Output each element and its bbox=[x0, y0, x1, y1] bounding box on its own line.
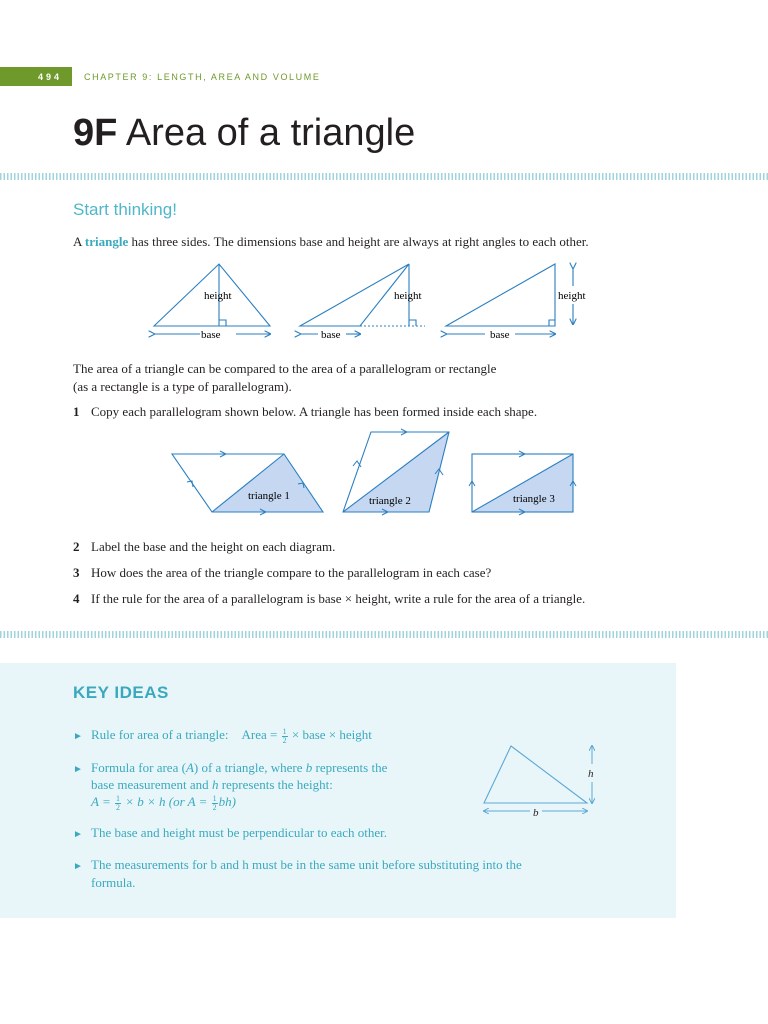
key-idea-perpendicular bbox=[73, 824, 387, 843]
section-name: Area of a triangle bbox=[125, 112, 416, 154]
question-3 bbox=[73, 564, 491, 582]
formula-var-h: h bbox=[211, 777, 219, 792]
question-1 bbox=[73, 403, 537, 421]
intro-text-end: has three sides. The dimensions base and height are always at right angles to each other. bbox=[128, 234, 589, 249]
question-4 bbox=[73, 590, 585, 608]
fraction-denominator: 2 bbox=[115, 802, 120, 812]
question-text: How does the area of the triangle compare to the parallelogram in each case? bbox=[91, 565, 492, 580]
dotted-divider bbox=[0, 173, 768, 180]
formula-text: bh) bbox=[218, 794, 237, 809]
right-triangle bbox=[446, 264, 573, 334]
question-number: 4 bbox=[73, 591, 80, 606]
fraction-half bbox=[212, 795, 218, 812]
formula-var-b: b bbox=[305, 760, 313, 775]
label-base-2: base bbox=[321, 329, 341, 341]
chapter-heading: CHAPTER 9: LENGTH, AREA AND VOLUME bbox=[84, 72, 321, 82]
fraction-numerator: 1 bbox=[115, 793, 120, 803]
question-text: Copy each parallelogram shown below. A triangle has been formed inside each shape. bbox=[91, 404, 538, 419]
rule-lhs: Area = bbox=[241, 727, 281, 742]
rule-label: Rule for area of a triangle: bbox=[91, 727, 229, 742]
label-base-3: base bbox=[490, 329, 510, 341]
formula-text: represents the height: bbox=[218, 777, 333, 792]
triangle-3-label: triangle 3 bbox=[513, 493, 555, 505]
key-idea-text: The base and height must be perpendicular to each other. bbox=[91, 825, 388, 840]
fraction-denominator: 2 bbox=[282, 735, 287, 745]
base-height-diagrams bbox=[140, 258, 610, 344]
label-height-2: height bbox=[394, 290, 422, 302]
section-title bbox=[73, 112, 415, 155]
page-number: 494 bbox=[38, 72, 63, 82]
term-triangle: triangle bbox=[84, 234, 129, 249]
rule-rhs: × base × height bbox=[288, 727, 372, 742]
triangle-1-label: triangle 1 bbox=[248, 490, 290, 502]
key-idea-text: The measurements for b and h must be in the same unit before substituting into the bbox=[91, 857, 522, 872]
fraction-half bbox=[282, 728, 288, 745]
section-code: 9F bbox=[73, 112, 118, 154]
formula-text: A = bbox=[91, 794, 114, 809]
formula-text: base measurement and bbox=[91, 777, 212, 792]
key-ideas-triangle-diagram bbox=[478, 740, 608, 822]
label-height-1: height bbox=[204, 290, 232, 302]
formula-var-a: A bbox=[185, 760, 194, 775]
key-idea-formula-line3 bbox=[91, 793, 236, 812]
label-height-3: height bbox=[558, 290, 586, 302]
compare-line-2: (as a rectangle is a type of parallelogram). bbox=[73, 379, 292, 394]
formula-text: ) of a triangle, where bbox=[193, 760, 306, 775]
question-number: 3 bbox=[73, 565, 80, 580]
triangle-2-label: triangle 2 bbox=[369, 495, 411, 507]
key-ideas-heading: KEY IDEAS bbox=[73, 683, 169, 702]
parallelogram-1 bbox=[172, 451, 323, 515]
key-idea-formula-line2 bbox=[91, 776, 333, 793]
key-idea-rule bbox=[73, 726, 372, 745]
dotted-divider bbox=[0, 631, 768, 638]
fraction-numerator: 1 bbox=[212, 793, 217, 803]
key-triangle bbox=[484, 746, 587, 803]
formula-text: × b × h (or A = bbox=[121, 794, 211, 809]
question-2 bbox=[73, 538, 335, 556]
question-number: 1 bbox=[73, 404, 80, 419]
key-idea-units-line2: formula. bbox=[91, 875, 136, 890]
formula-text: represents the bbox=[312, 760, 388, 775]
formula-text: Formula for area ( bbox=[91, 760, 186, 775]
question-text: Label the base and the height on each diagram. bbox=[91, 539, 336, 554]
fraction-half bbox=[115, 795, 121, 812]
intro-text: A bbox=[73, 234, 85, 249]
diagram-label-b: b bbox=[533, 807, 539, 819]
start-thinking-heading: Start thinking! bbox=[73, 200, 177, 219]
rectangle-3 bbox=[469, 451, 576, 515]
compare-line-1: The area of a triangle can be compared to the area of a parallelogram or rectangle bbox=[73, 361, 497, 376]
fraction-denominator: 2 bbox=[212, 802, 217, 812]
bullet-arrow-icon: ► bbox=[73, 764, 83, 775]
fraction-numerator: 1 bbox=[282, 726, 287, 736]
parallelogram-diagrams bbox=[165, 424, 585, 520]
question-number: 2 bbox=[73, 539, 80, 554]
bullet-arrow-icon: ► bbox=[73, 861, 83, 872]
intro-paragraph bbox=[73, 233, 589, 251]
diagram-label-h: h bbox=[588, 768, 594, 780]
bullet-arrow-icon: ► bbox=[73, 731, 83, 742]
question-text: If the rule for the area of a parallelogram is base × height, write a rule for the area of a triangle. bbox=[91, 591, 586, 606]
label-base-1: base bbox=[201, 329, 221, 341]
bullet-arrow-icon: ► bbox=[73, 829, 83, 840]
key-idea-units-line1 bbox=[73, 856, 522, 875]
